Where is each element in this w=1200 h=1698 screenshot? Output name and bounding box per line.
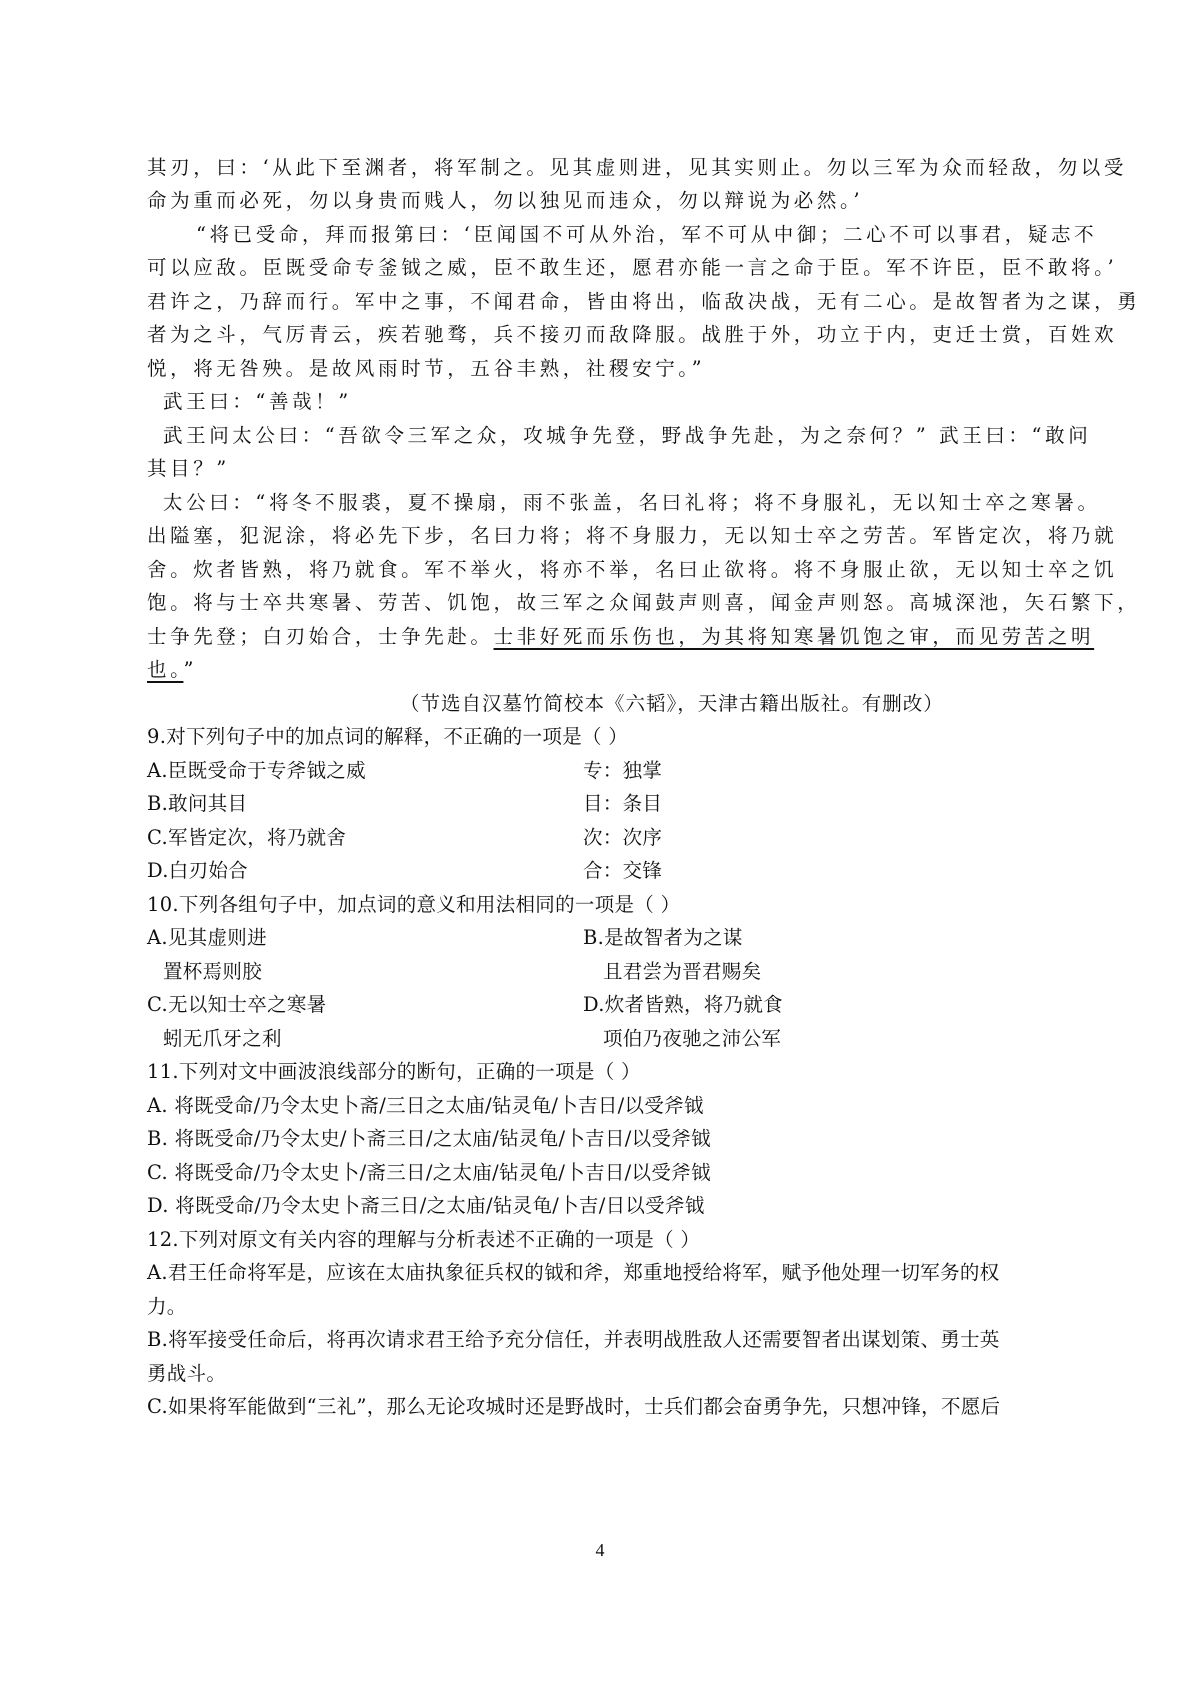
q10-option-b: B.是故智者为之谋 xyxy=(583,926,743,949)
passage-line-16 xyxy=(147,658,1062,682)
q10-row-cd xyxy=(147,993,1062,1017)
q12-option-b-line-1: B.将军接受任命后，将再次请求君王给予充分信任，并表明战胜敌人还需要智者出谋划策、勇士英 xyxy=(147,1328,1000,1351)
passage-line-8: 武王曰：“善哉！” xyxy=(163,390,352,413)
passage-line-3: “将已受命，拜而报第曰：‘臣闻国不可从外治，军不可从中御；二心不可以事君，疑志不 xyxy=(196,223,1098,246)
passage-line-10: 其目？” xyxy=(147,457,230,480)
q9-option-d-definition: 合：交锋 xyxy=(583,859,663,882)
q12-stem: 12.下列对原文有关内容的理解与分析表述不正确的一项是（ ） xyxy=(147,1228,701,1251)
q11-stem: 11.下列对文中画波浪线部分的断句，正确的一项是（ ） xyxy=(147,1060,641,1083)
page-number: 4 xyxy=(595,1540,605,1560)
passage-line-15 xyxy=(147,625,1095,649)
q9-option-a xyxy=(147,759,1062,783)
q9-option-c-definition: 次：次序 xyxy=(583,826,663,849)
q9-option-d-sentence: D.白刃始合 xyxy=(147,859,248,882)
passage-line-2: 命为重而必死，勿以身贵而贱人，勿以独见而违众，勿以辩说为必然。’ xyxy=(147,189,864,212)
passage-line-14: 饱。将与士卒共寒暑、劳苦、饥饱，故三军之众闻鼓声则喜，闻金声则怒。高城深池，矢石繁下， xyxy=(147,591,1141,614)
underlined-sentence: 士非好死而乐伤也，为其将知寒暑饥饱之审，而见劳苦之明 xyxy=(493,625,1095,648)
q10-row-ab xyxy=(147,926,1062,950)
q11-option-d: D. 将既受命/乃令太史卜斋三日/之太庙/钻灵龟/卜吉/日以受斧钺 xyxy=(147,1194,705,1217)
q10-option-a-second: 置杯焉则胶 xyxy=(163,960,263,983)
q9-option-c-sentence: C.军皆定次，将乃就舍 xyxy=(147,826,347,849)
closing-quote: ” xyxy=(183,658,198,681)
q9-stem: 9.对下列句子中的加点词的解释，不正确的一项是（ ） xyxy=(147,725,629,748)
passage-source: （节选自汉墓竹简校本《六韬》，天津古籍出版社。有删改） xyxy=(400,692,944,715)
q12-option-a-line-2: 力。 xyxy=(147,1295,187,1318)
q12-option-a-line-1: A.君王任命将军是，应该在太庙执象征兵权的钺和斧，郑重地授给将军，赋予他处理一切军务的权 xyxy=(147,1261,1000,1284)
q10-option-c-second: 蚓无爪牙之利 xyxy=(163,1027,282,1050)
q12-option-b-line-2: 勇战斗。 xyxy=(147,1362,227,1385)
q10-option-d: D.炊者皆熟，将乃就食 xyxy=(583,993,783,1016)
passage-line-4: 可以应敌。臣既受命专釜钺之威，臣不敢生还，愿君亦能一言之命于臣。军不许臣，臣不敢将。’ xyxy=(147,256,1118,279)
passage-line-6: 者为之斗，气厉青云，疾若驰骛，兵不接刃而敌降服。战胜于外，功立于内，吏迁士赏，百姓欢 xyxy=(147,323,1118,346)
q10-stem: 10.下列各组句子中，加点词的意义和用法相同的一项是（ ） xyxy=(147,893,681,916)
passage-line-5: 君许之，乃辞而行。军中之事，不闻君命，皆由将出，临敌决战，无有二心。是故智者为之谋，勇 xyxy=(147,290,1141,313)
q9-option-a-sentence: A.臣既受命于专斧钺之威 xyxy=(147,759,366,782)
q9-option-b-sentence: B.敢问其目 xyxy=(147,792,248,815)
passage-line-1: 其刃，曰：‘从此下至渊者，将军制之。见其虚则进，见其实则止。勿以三军为众而轻敌，勿以受 xyxy=(147,156,1127,179)
q11-option-c: C. 将既受命/乃令太史卜/斋三日/之太庙/钻灵龟/卜吉日/以受斧钺 xyxy=(147,1161,711,1184)
q10-option-d-second: 项伯乃夜驰之沛公军 xyxy=(603,1027,782,1050)
q9-option-d xyxy=(147,859,1062,883)
underlined-sentence-end: 也。 xyxy=(147,658,184,681)
q11-option-a: A. 将既受命/乃令太史卜斋/三日之太庙/钻灵龟/卜吉日/以受斧钺 xyxy=(147,1094,704,1117)
q10-option-b-second: 且君尝为晋君赐矣 xyxy=(603,960,762,983)
q10-option-c: C.无以知士卒之寒暑 xyxy=(147,993,327,1016)
passage-line-13: 舍。炊者皆熟，将乃就食。军不举火，将亦不举，名曰止欲将。将不身服止欲，无以知士卒之饥 xyxy=(147,558,1118,581)
q10-row-cd-2 xyxy=(147,1027,1062,1051)
passage-line-12: 出隘塞，犯泥涂，将必先下步，名曰力将；将不身服力，无以知士卒之劳苦。军皆定次，将乃就 xyxy=(147,524,1118,547)
passage-line-7: 悦，将无咎殃。是故风雨时节，五谷丰熟，社稷安宁。” xyxy=(147,357,706,380)
q9-option-b xyxy=(147,792,1062,816)
passage-line-11: 太公曰：“将冬不服裘，夏不操扇，雨不张盖，名曰礼将；将不身服礼，无以知士卒之寒暑。 xyxy=(163,491,1101,514)
passage-line-9: 武王问太公曰：“吾欲令三军之众，攻城争先登，野战争先赴，为之奈何？” 武王曰：“敢问 xyxy=(163,424,1092,447)
q10-row-ab-2 xyxy=(147,960,1062,984)
q10-option-a: A.见其虚则进 xyxy=(147,926,267,949)
q11-option-b: B. 将既受命/乃令太史/卜斋三日/之太庙/钻灵龟/卜吉日/以受斧钺 xyxy=(147,1127,711,1150)
passage-line-15-plain: 士争先登；白刃始合，士争先赴。 xyxy=(147,625,494,648)
q12-option-c-line-1: C.如果将军能做到“三礼”，那么无论攻城时还是野战时，士兵们都会奋勇争先，只想冲锋，不愿后 xyxy=(147,1395,1001,1418)
q9-option-b-definition: 目：条目 xyxy=(583,792,663,815)
q9-option-c xyxy=(147,826,1062,850)
q9-option-a-definition: 专：独掌 xyxy=(583,759,663,782)
